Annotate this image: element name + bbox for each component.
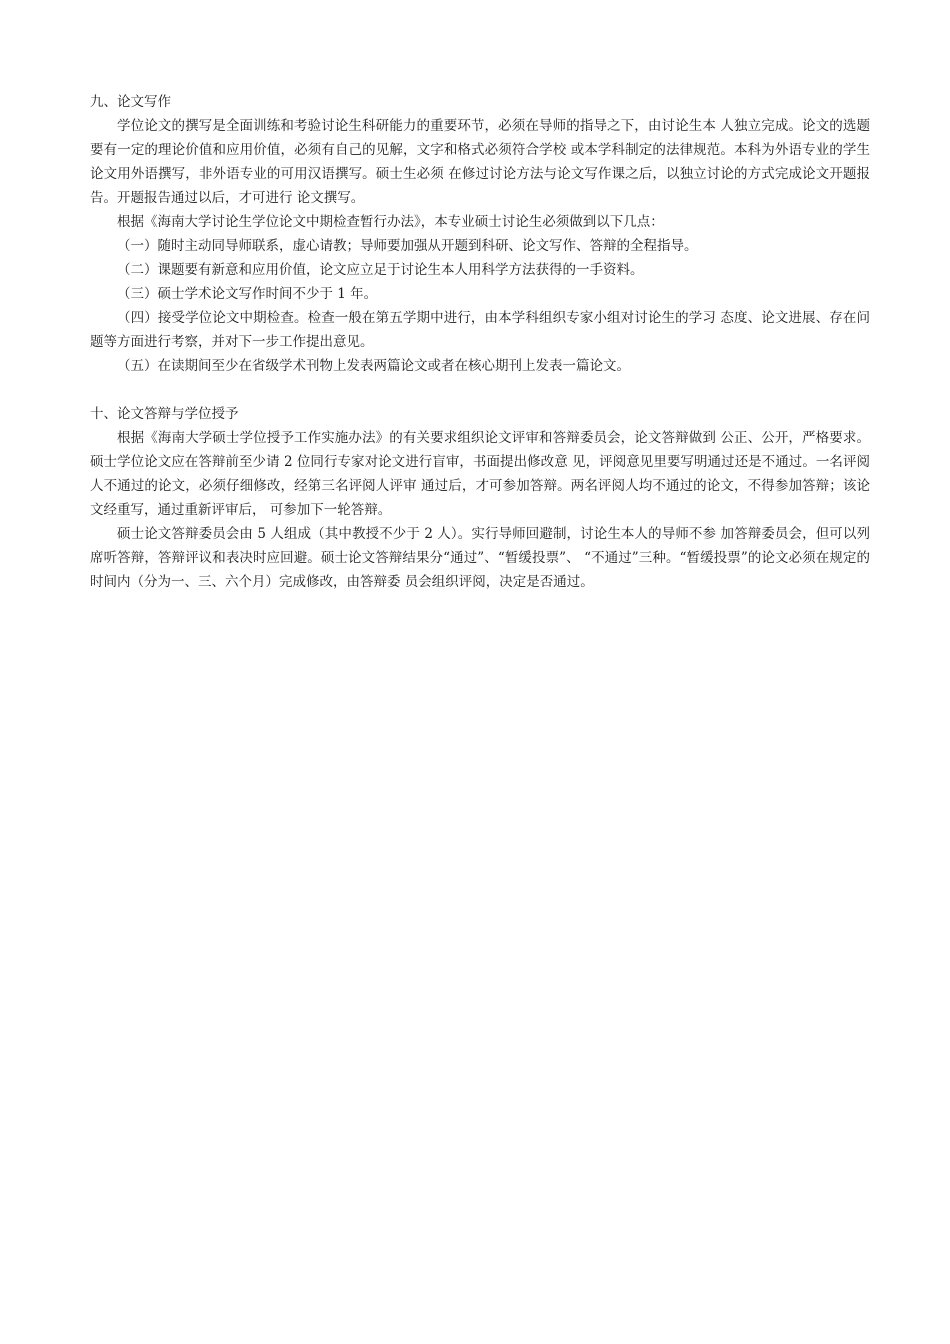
list-item: （二）课题要有新意和应用价值，论文应立足于讨论生本人用科学方法获得的一手资料。: [117, 262, 644, 278]
list-item: （四）接受学位论文中期检查。检查一般在第五学期中进行，由本学科组织专家小组对讨论生的学习 态度、论文进展、存在问题等方面进行考察，并对下一步工作提出意见。: [90, 310, 870, 350]
section-spacer: [90, 378, 870, 402]
paragraph: 根据《海南大学硕士学位授予工作实施办法》的有关要求组织论文评审和答辩委员会，论文答辩做到 公正、公开，严格要求。硕士学位论文应在答辩前至少请 2 位同行专家对论文进行盲审，书面提出修改意 见，评阅意见里要写明通过还是不通过。一名评阅人不通过的论文，必须仔细修改，经第三名评阅人评审 通过后，才可参加答辩。两名评阅人均不通过的论文，不得参加答辩；该论文经重写，通过重新评审后， 可参加下一轮答辩。: [90, 430, 870, 518]
section-defense-and-degree: [90, 402, 870, 594]
document-page: [90, 90, 870, 594]
paragraph: 根据《海南大学讨论生学位论文中期检查暂行办法》，本专业硕士讨论生必须做到以下几点：: [117, 214, 664, 230]
list-item: （一）随时主动同导师联系，虚心请教；导师要加强从开题到科研、论文写作、答辩的全程指导。: [117, 238, 698, 254]
section-heading: 十、论文答辩与学位授予: [90, 406, 239, 422]
section-thesis-writing: [90, 90, 870, 378]
paragraph: 硕士论文答辩委员会由 5 人组成（其中教授不少于 2 人）。实行导师回避制，讨论生本人的导师不参 加答辩委员会，但可以列席听答辩，答辩评议和表决时应回避。硕士论文答辩结果分“通过”、“暂缓投票”、 “不通过”三种。“暂缓投票”的论文必须在规定的时间内（分为一、三、六个月）完成修改，由答辩委 员会组织评阅，决定是否通过。: [90, 526, 870, 590]
section-heading: 九、论文写作: [90, 94, 171, 110]
list-item: （三）硕士学术论文写作时间不少于 1 年。: [117, 286, 378, 302]
list-item: （五）在读期间至少在省级学术刊物上发表两篇论文或者在核心期刊上发表一篇论文。: [117, 358, 630, 374]
paragraph: 学位论文的撰写是全面训练和考验讨论生科研能力的重要环节，必须在导师的指导之下，由讨论生本 人独立完成。论文的选题要有一定的理论价值和应用价值，必须有自己的见解，文字和格式必须符合学校 或本学科制定的法律规范。本科为外语专业的学生论文用外语撰写，非外语专业的可用汉语撰写。硕士生必须 在修过讨论方法与论文写作课之后，以独立讨论的方式完成论文开题报告。开题报告通过以后，才可进行 论文撰写。: [90, 118, 870, 206]
